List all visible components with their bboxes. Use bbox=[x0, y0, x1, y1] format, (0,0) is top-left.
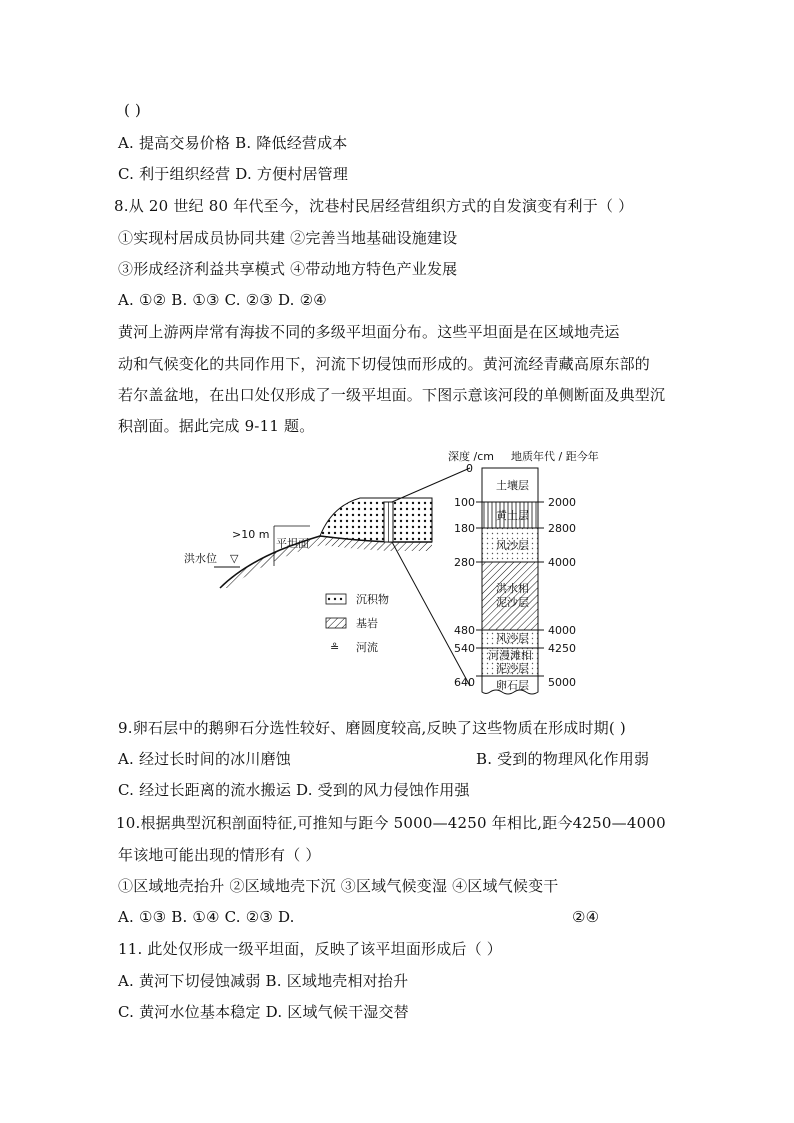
layer-label-flood-2: 泥沙层 bbox=[496, 596, 529, 609]
legend-sediment-swatch bbox=[326, 594, 346, 604]
question-11-stem: 11. 此处仅形成一级平坦面，反映了该平坦面形成后（ ） bbox=[118, 940, 502, 958]
question-10-stem-cont: 年该地可能出现的情形有（ ） bbox=[118, 846, 321, 864]
layer-label-gravel: 卵石层 bbox=[496, 679, 529, 692]
age-4000-upper: 4000 bbox=[548, 556, 576, 569]
layer-label-loess: 黄土层 bbox=[496, 509, 529, 522]
question-9-option-b: B. 受到的物理风化作用弱 bbox=[476, 750, 650, 768]
river-symbol-icon: ≗ bbox=[330, 641, 340, 654]
height-label: >10 m bbox=[232, 528, 270, 541]
age-axis-header: 地质年代 / 距今年 bbox=[511, 450, 599, 463]
depth-axis-header: 深度 /cm bbox=[448, 450, 494, 463]
age-4250: 4250 bbox=[548, 642, 576, 655]
river-terrace-figure bbox=[170, 446, 640, 698]
sediment-body bbox=[320, 498, 432, 542]
passage-line-3: 若尔盖盆地，在出口处仅形成了一级平坦面。下图示意该河段的单侧断面及典型沉 bbox=[118, 386, 666, 404]
question-8-options: A. ①② B. ①③ C. ②③ D. ②④ bbox=[118, 291, 327, 309]
flood-level-label: 洪水位 bbox=[184, 552, 217, 565]
question-8-items-34: ③形成经济利益共享模式 ④带动地方特色产业发展 bbox=[118, 260, 458, 278]
question-9-option-a: A. 经过长时间的冰川磨蚀 bbox=[118, 750, 291, 768]
layer-label-flood-1: 洪水相 bbox=[496, 582, 529, 595]
flood-level-symbol-icon: ▽ bbox=[230, 552, 239, 565]
depth-640: 640 bbox=[454, 676, 475, 689]
depth-540: 540 bbox=[454, 642, 475, 655]
depth-0: 0 bbox=[466, 462, 473, 475]
question-9-options-cd: C. 经过长距离的流水搬运 D. 受到的风力侵蚀作用强 bbox=[118, 781, 470, 799]
layer-label-soil: 土壤层 bbox=[496, 479, 529, 492]
question-10-items: ①区域地壳抬升 ②区域地壳下沉 ③区域气候变湿 ④区域气候变干 bbox=[118, 877, 559, 895]
prev-option-ab: A. 提高交易价格 B. 降低经营成本 bbox=[118, 134, 348, 152]
layer-label-floodplain-1: 河漫滩相 bbox=[488, 649, 532, 662]
passage-line-2: 动和气候变化的共同作用下，河流下切侵蚀而形成的。黄河流经青藏高原东部的 bbox=[118, 355, 651, 373]
depth-180: 180 bbox=[454, 522, 475, 535]
terrace-label: 平坦面 bbox=[276, 537, 309, 550]
question-8-items-12: ①实现村居成员协同共建 ②完善当地基础设施建设 bbox=[118, 229, 458, 247]
layer-label-aeolian-upper: 风沙层 bbox=[496, 539, 529, 552]
age-5000: 5000 bbox=[548, 676, 576, 689]
legend-sediment-label: 沉积物 bbox=[356, 593, 389, 606]
passage-line-4: 积剖面。据此完成 9-11 题。 bbox=[118, 417, 315, 435]
question-11-options-cd: C. 黄河水位基本稳定 D. 区域气候干湿交替 bbox=[118, 1003, 409, 1021]
passage-line-1: 黄河上游两岸常有海拔不同的多级平坦面分布。这些平坦面是在区域地壳运 bbox=[118, 323, 620, 341]
question-10-options-abcd: A. ①③ B. ①④ C. ②③ D. bbox=[118, 908, 295, 926]
legend-bedrock-swatch bbox=[326, 618, 346, 628]
bedrock bbox=[220, 536, 432, 588]
question-11-options-ab: A. 黄河下切侵蚀减弱 B. 区域地壳相对抬升 bbox=[118, 972, 409, 990]
layer-label-floodplain-2: 泥沙层 bbox=[496, 662, 529, 675]
age-4000-lower: 4000 bbox=[548, 624, 576, 637]
prev-question-bracket: ( ) bbox=[124, 101, 142, 119]
depth-100: 100 bbox=[454, 496, 475, 509]
layer-label-aeolian-lower: 风沙层 bbox=[496, 632, 529, 645]
question-9-stem: 9.卵石层中的鹅卵石分选性较好、磨圆度较高,反映了这些物质在形成时期( ) bbox=[118, 719, 626, 737]
question-10-option-d-value: ②④ bbox=[572, 908, 600, 926]
age-2000: 2000 bbox=[548, 496, 576, 509]
question-10-stem: 10.根据典型沉积剖面特征,可推知与距今 5000—4250 年相比,距今4250—4000 bbox=[116, 814, 666, 832]
question-8-stem: 8.从 20 世纪 80 年代至今，沈巷村民居经营组织方式的自发演变有利于（ ） bbox=[114, 197, 634, 215]
prev-option-cd: C. 利于组织经营 D. 方便村居管理 bbox=[118, 165, 349, 183]
legend-bedrock-label: 基岩 bbox=[356, 617, 378, 630]
legend-river-label: 河流 bbox=[356, 641, 378, 654]
depth-480: 480 bbox=[454, 624, 475, 637]
age-2800: 2800 bbox=[548, 522, 576, 535]
depth-280: 280 bbox=[454, 556, 475, 569]
